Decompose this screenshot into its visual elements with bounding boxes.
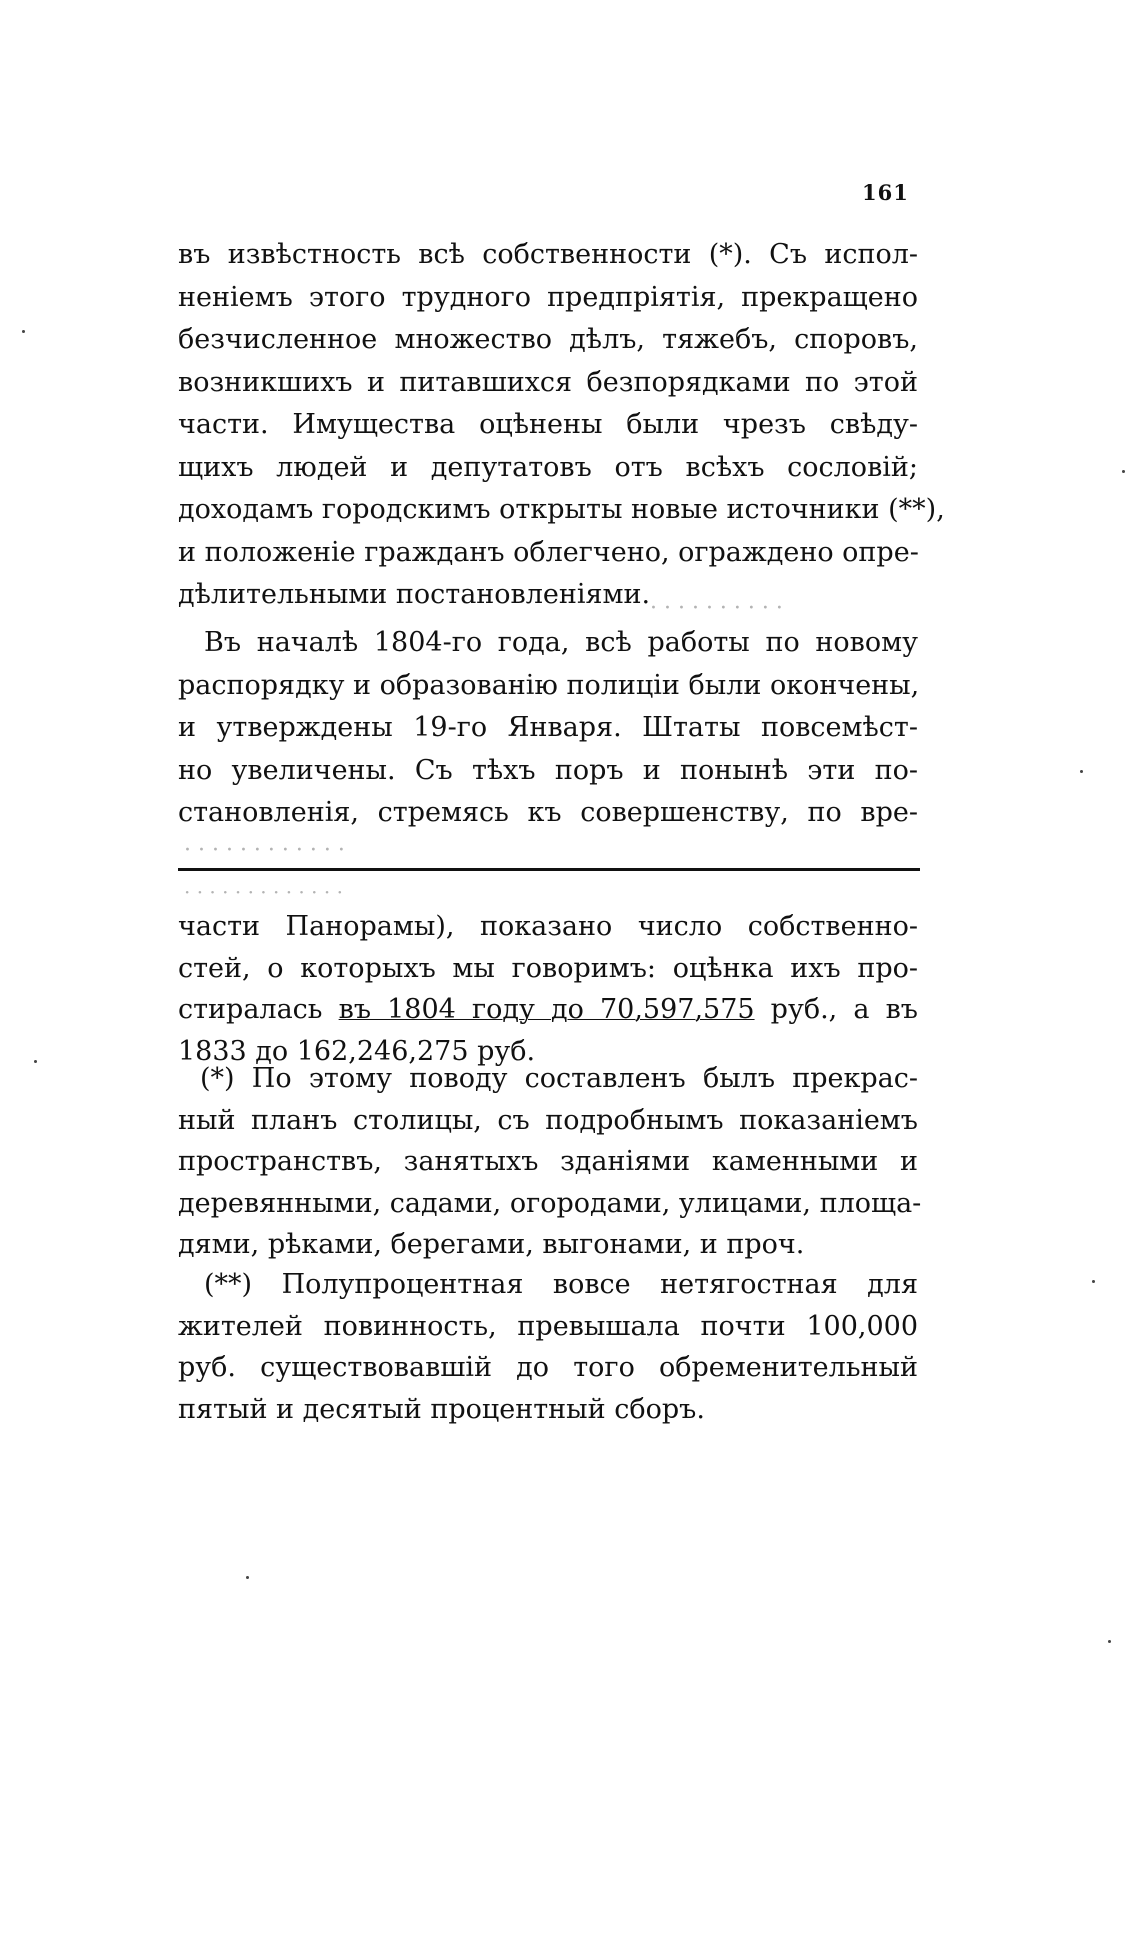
scan-speck: [1092, 1280, 1095, 1283]
footnote-separator-rule: [178, 868, 920, 871]
footnote-line: пространствъ, занятыхъ зданіями каменными и: [178, 1146, 918, 1177]
text-line: дѣлительными постановленіями.: [178, 579, 651, 610]
scan-speck: [1108, 1640, 1111, 1643]
scan-speck: [246, 1576, 249, 1579]
main-paragraph-2: [178, 622, 918, 835]
footnote-line: стей, о которыхъ мы говоримъ: оцѣнка ихъ про-: [178, 952, 918, 984]
text-line: но увеличены. Съ тѣхъ поръ и понынѣ эти по-: [178, 754, 918, 786]
footnote-line: (*) По этому поводу составленъ былъ прекрас-: [200, 1063, 918, 1094]
scan-speck: [34, 1060, 37, 1063]
page-number: 161: [862, 180, 909, 205]
text-line: неніемъ этого трудного предпріятія, прекращено: [178, 281, 918, 313]
bleed-through-text: · · · · · · · · · · · · ·: [184, 880, 343, 904]
text-line: возникшихъ и питавшихся безпорядками по этой: [178, 366, 918, 398]
footnote-line-prefix: стиралась: [178, 994, 339, 1025]
text-line: въ извѣстность всѣ собственности (*). Съ испол-: [178, 239, 918, 270]
text-line: доходамъ городскимъ открыты новые источники (**),: [178, 494, 945, 525]
footnote-line: жителей повинность, превышала почти 100,000: [178, 1310, 918, 1342]
footnote-line: ный планъ столицы, съ подробнымъ показаніемъ: [178, 1104, 918, 1136]
text-line: распорядку и образованію полиціи были окончены,: [178, 669, 920, 701]
footnote-line: (**) Полупроцентная вовсе нетягостная для: [204, 1269, 918, 1300]
text-line: части. Имущества оцѣнены были чрезъ свѣду-: [178, 409, 918, 440]
footnote-2: [178, 1264, 918, 1430]
text-line: щихъ людей и депутатовъ отъ всѣхъ сословій;: [178, 451, 918, 483]
text-line: становленія, стремясь къ совершенству, по вре-: [178, 797, 918, 828]
scan-speck: [1080, 770, 1083, 773]
footnote-line: 1833 до 162,246,275 руб.: [178, 1035, 536, 1067]
bleed-through-text: · · · · · · · · · ·: [650, 596, 783, 621]
text-line: и утверждены 19-го Января. Штаты повсемѣст-: [178, 712, 918, 743]
footnote-line: пятый и десятый процентный сборъ.: [178, 1393, 705, 1425]
footnote-line: руб. существовавшій до того обременительный: [178, 1352, 918, 1383]
text-line: и положеніе гражданъ облегчено, ограждено опре-: [178, 536, 919, 568]
text-line: Въ началѣ 1804-го года, всѣ работы по новому: [204, 627, 918, 658]
underlined-figures: въ 1804 году до 70,597,575: [338, 994, 755, 1025]
footnote-line: [178, 989, 918, 1031]
footnote-line: части Панорамы), показано число собственно-: [178, 911, 918, 942]
bleed-through-text: · · · · · · · · · · · ·: [184, 838, 345, 863]
footnote-line-suffix: руб., а въ: [754, 994, 918, 1025]
scan-speck: [22, 330, 25, 333]
text-line: безчисленное множество дѣлъ, тяжебъ, споровъ,: [178, 324, 918, 355]
scan-speck: [1122, 470, 1125, 473]
footnote-line: деревянными, садами, огородами, улицами, площа-: [178, 1187, 922, 1219]
footnote-1: [178, 1058, 922, 1266]
footnote-continuation: [178, 906, 918, 1072]
footnote-line: дями, рѣками, берегами, выгонами, и проч.: [178, 1229, 805, 1260]
main-paragraph-1: [178, 234, 945, 617]
